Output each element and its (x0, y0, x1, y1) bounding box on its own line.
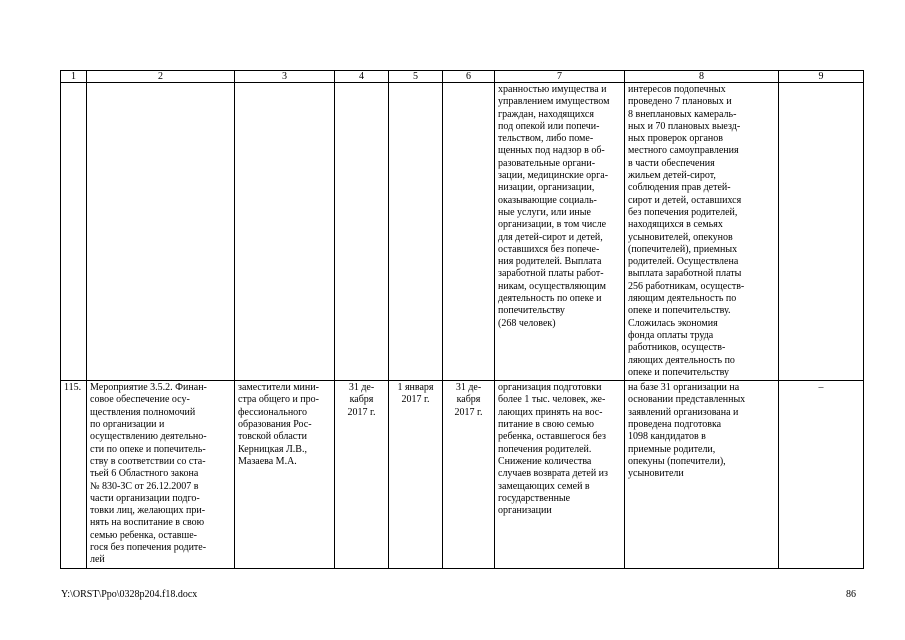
row-number: 115. (61, 381, 87, 568)
text-line: Керницкая Л.В., (238, 443, 307, 455)
text-line: в части обеспечения (628, 157, 715, 169)
text-line: государственные (498, 492, 571, 504)
notes-dash: – (779, 381, 864, 568)
text-line: никам, осуществляющим (498, 280, 606, 292)
footer-file-path: Y:\ORST\Ppo\0328p204.f18.docx (61, 589, 198, 600)
text-line: 1 января (397, 382, 434, 394)
text-line: замещающих семей в (498, 480, 590, 492)
text-line: 2017 г. (401, 394, 430, 406)
text-line: 31 де- (455, 382, 482, 394)
text-line: усыновителей, опекунов (628, 231, 733, 243)
text-line: оставшихся без попече- (498, 243, 600, 255)
cell-r1-c6 (443, 83, 495, 381)
cell-r1-c3 (235, 83, 335, 381)
text-line: образования Рос- (238, 419, 312, 431)
text-line: зации, медицинские орга- (498, 170, 609, 182)
text-line: опеке и попечительству. (628, 305, 731, 317)
text-line: попечительству (498, 305, 565, 317)
text-line: местного самоуправления (628, 145, 739, 157)
text-line: 2017 г. (454, 406, 483, 418)
text-line: граждан, находящихся (498, 108, 594, 120)
text-line: ществления полномочий (90, 406, 196, 418)
text-line: приемные родители, (628, 443, 716, 455)
cell-r1-c9 (779, 83, 864, 381)
text-line: ных и 70 плановых выезд- (628, 120, 741, 132)
text-line: по организации и (90, 419, 165, 431)
expected-result (495, 381, 625, 568)
text-line: случаев возврата детей из (498, 468, 608, 480)
text-line: более 1 тыс. человек, же- (498, 394, 606, 406)
table-row-115 (61, 381, 864, 568)
text-line: лающих принять на вос- (498, 406, 603, 418)
text-line: товской области (238, 431, 307, 443)
text-line: заявлений организована и (628, 406, 739, 418)
text-line: проведено 7 плановых и (628, 96, 732, 108)
text-line: без попечения родителей, (628, 206, 738, 218)
text-line: сти по опеке и попечитель- (90, 443, 206, 455)
cell-r1-c7-result (495, 83, 625, 381)
text-line: семью ребенка, оставше- (90, 529, 197, 541)
text-line: оказывающие социаль- (498, 194, 597, 206)
table-row-continuation (61, 83, 864, 381)
text-line: Снижение количества (498, 455, 592, 467)
text-line: питание в свою семью (498, 419, 594, 431)
text-line: на базе 31 организации на (628, 382, 740, 394)
header-row (61, 71, 864, 83)
responsible-persons (235, 381, 335, 568)
text-line: части организации подго- (90, 492, 200, 504)
text-line: попечения родителей. (498, 443, 592, 455)
end-date (443, 381, 495, 568)
text-line: кабря (456, 394, 481, 406)
header-col-2: 2 (87, 71, 235, 83)
text-line: работников, осуществ- (628, 342, 726, 354)
text-line: заместители мини- (238, 382, 319, 394)
text-line: гося без попечения родите- (90, 541, 207, 553)
cell-r1-c5 (389, 83, 443, 381)
text-line: соблюдения прав детей- (628, 182, 731, 194)
text-line: 2017 г. (347, 406, 376, 418)
cell-r1-c8-actual (625, 83, 779, 381)
text-line: товки лиц, желающих при- (90, 505, 206, 517)
cell-r1-c2 (87, 83, 235, 381)
text-line: № 830-ЗС от 26.12.2007 в (90, 480, 199, 492)
text-line: управлением имуществом (498, 96, 610, 108)
text-line: разовательные органи- (498, 157, 596, 169)
text-line: основании представленных (628, 394, 746, 406)
text-line: проведена подготовка (628, 419, 722, 431)
text-line: выплата заработной платы (628, 268, 742, 280)
text-line: Мазаева М.А. (238, 455, 297, 467)
text-line: осуществлению деятельно- (90, 431, 207, 443)
text-line: лей (90, 554, 105, 566)
text-line: опекуны (попечители), (628, 455, 726, 467)
text-line: (268 человек) (498, 317, 556, 329)
text-line: 1098 кандидатов в (628, 431, 706, 443)
header-col-7: 7 (495, 71, 625, 83)
header-col-3: 3 (235, 71, 335, 83)
text-line: (попечителей), приемных (628, 243, 738, 255)
text-line: щенных под надзор в об- (498, 145, 605, 157)
text-line: Сложилась экономия (628, 317, 718, 329)
text-line: усыновители (628, 468, 684, 480)
text-line: 8 внеплановых камераль- (628, 108, 737, 120)
text-line: под опекой или попечи- (498, 120, 600, 132)
measure-description (87, 381, 235, 568)
text-line: для детей-сирот и детей, (498, 231, 603, 243)
header-col-6: 6 (443, 71, 495, 83)
text-line: находящихся в семьях (628, 219, 723, 231)
text-line: интересов подопечных (628, 84, 726, 95)
text-line: стра общего и про- (238, 394, 319, 406)
text-line: ребенка, оставшегося без (498, 431, 606, 443)
document-table (60, 70, 864, 569)
footer-page-number: 86 (846, 589, 856, 600)
cell-r1-c1 (61, 83, 87, 381)
text-line: фонда оплаты труда (628, 329, 714, 341)
text-line: фессионального (238, 406, 308, 418)
text-line: тельством, либо поме- (498, 133, 594, 145)
text-line: ляющих деятельность по (628, 354, 735, 366)
text-line: заработной платы работ- (498, 268, 604, 280)
text-line: нять на воспитание в свою (90, 517, 205, 529)
text-line: опеке и попечительству (628, 366, 730, 378)
header-col-9: 9 (779, 71, 864, 83)
text-line: ляющим деятельность по (628, 293, 737, 305)
header-col-5: 5 (389, 71, 443, 83)
text-line: сирот и детей, оставшихся (628, 194, 742, 206)
header-col-8: 8 (625, 71, 779, 83)
cell-r1-c4 (335, 83, 389, 381)
text-line: 256 работникам, осуществ- (628, 280, 745, 292)
text-line: организация подготовки (498, 382, 602, 394)
text-line: родителей. Осуществлена (628, 256, 739, 268)
text-line: кабря (349, 394, 374, 406)
header-col-1: 1 (61, 71, 87, 83)
text-line: Мероприятие 3.5.2. Финан- (90, 382, 207, 394)
header-col-4: 4 (335, 71, 389, 83)
text-line: ные услуги, или иные (498, 206, 591, 218)
text-line: ных проверок органов (628, 133, 723, 145)
plan-date (389, 381, 443, 568)
text-line: совое обеспечение осу- (90, 394, 190, 406)
text-line: жильем детей-сирот, (628, 170, 716, 182)
actual-result (625, 381, 779, 568)
text-line: организации (498, 505, 552, 517)
text-line: 31 де- (348, 382, 375, 394)
text-line: деятельность по опеке и (498, 293, 602, 305)
text-line: ния родителей. Выплата (498, 256, 602, 268)
text-line: низации, организации, (498, 182, 595, 194)
text-line: организации, в том числе (498, 219, 607, 231)
text-line: тьей 6 Областного закона (90, 468, 199, 480)
start-date (335, 381, 389, 568)
text-line: хранностью имущества и (498, 84, 607, 95)
text-line: ству в соответствии со ста- (90, 455, 206, 467)
